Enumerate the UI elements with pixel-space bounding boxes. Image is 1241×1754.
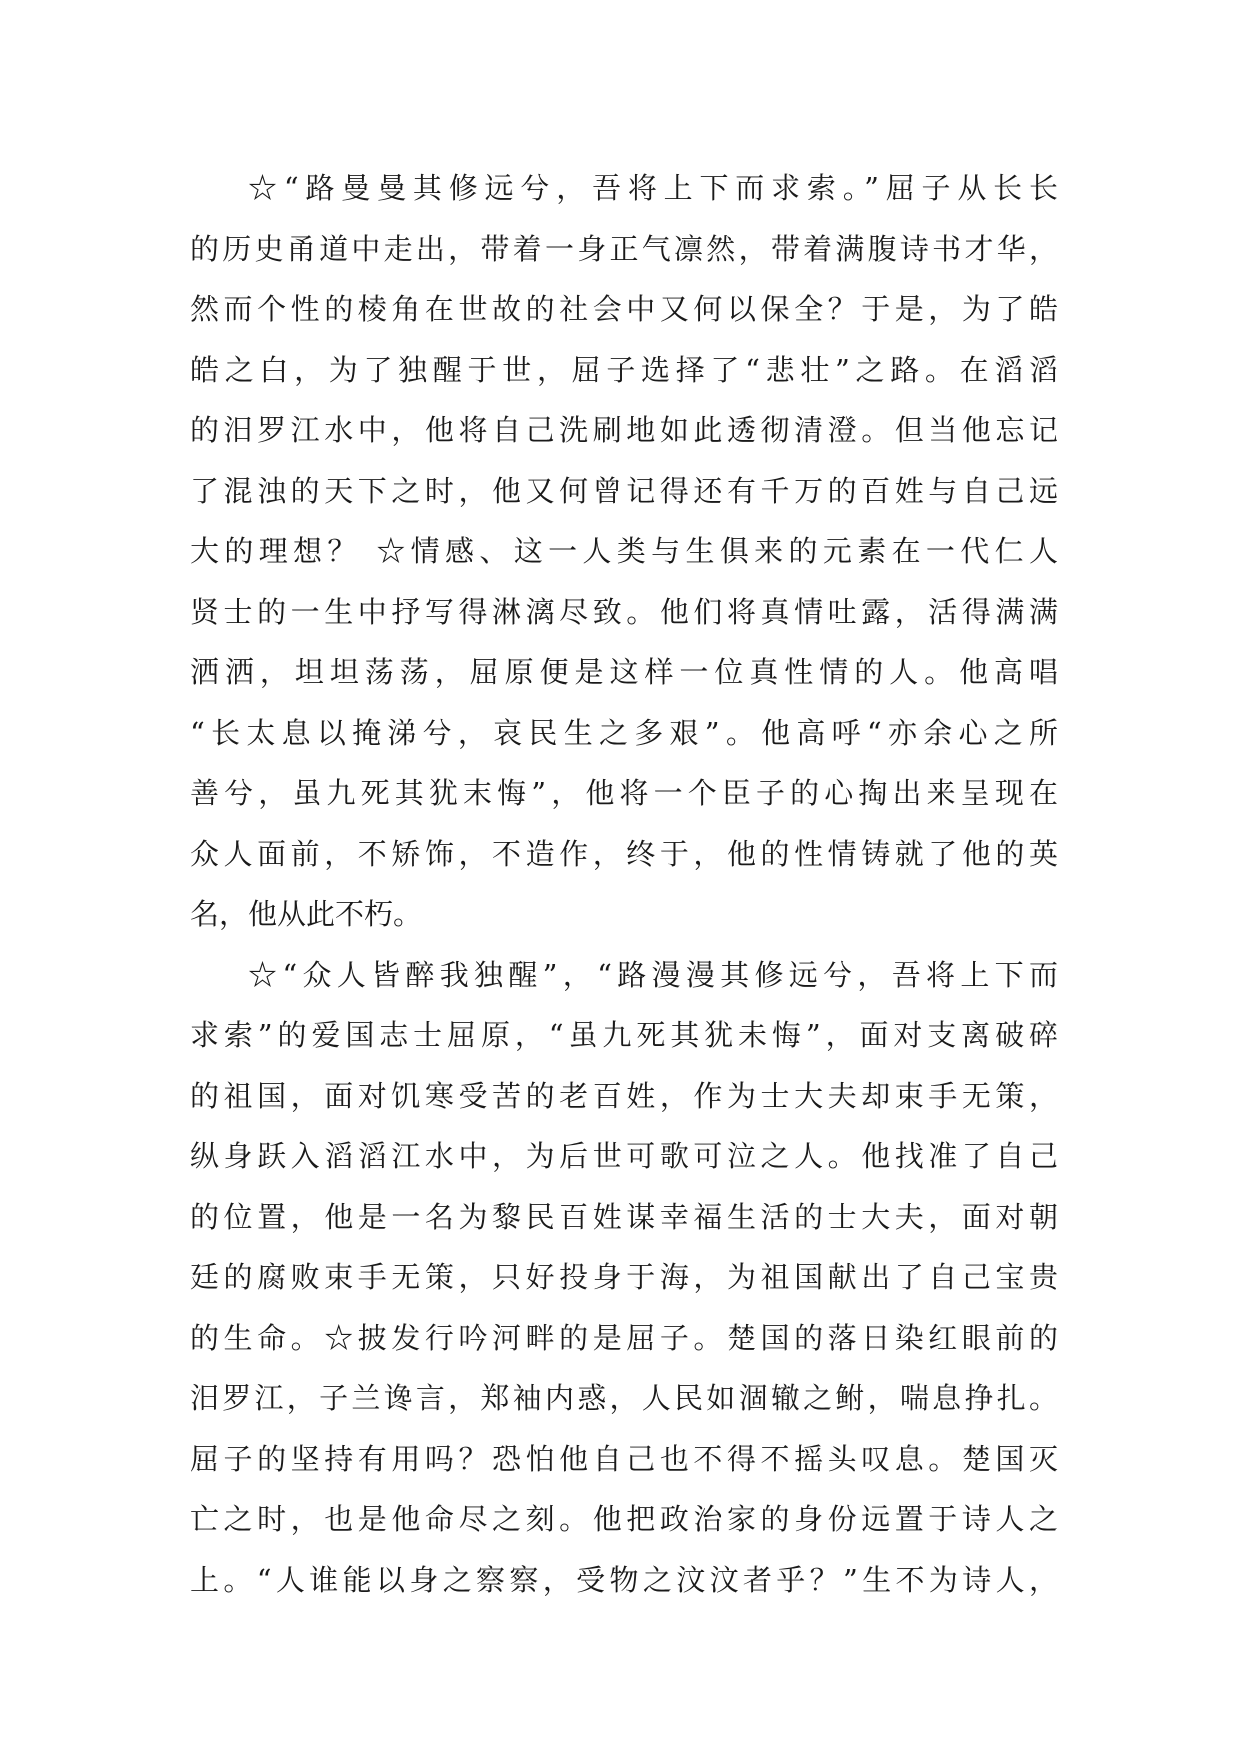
text-line: 洒洒，坦坦荡荡，屈原便是这样一位真性情的人。他高唱 bbox=[190, 655, 1058, 689]
document-body bbox=[190, 158, 1058, 1610]
text-line: 善兮，虽九死其犹末悔”，他将一个臣子的心掏出来呈现在 bbox=[190, 776, 1058, 810]
text-line: 众人面前，不矫饰，不造作，终于，他的性情铸就了他的英 bbox=[190, 836, 1058, 871]
text-line: ☆“众人皆醉我独醒”，“路漫漫其修远兮，吾将上下而 bbox=[248, 957, 1058, 992]
text-line: 然而个性的棱角在世故的社会中又何以保全？于是，为了皓 bbox=[190, 292, 1058, 326]
text-line: 名，他从此不朽。 bbox=[190, 897, 423, 931]
text-line: 的祖国，面对饥寒受苦的老百姓，作为士大夫却束手无策， bbox=[190, 1078, 1058, 1113]
text-line: 廷的腐败束手无策，只好投身于海，为祖国献出了自己宝贵 bbox=[190, 1260, 1058, 1294]
text-line: 屈子的坚持有用吗？恐怕他自己也不得不摇头叹息。楚国灭 bbox=[190, 1441, 1058, 1476]
text-line: 的汨罗江水中，他将自己洗刷地如此透彻清澄。但当他忘记 bbox=[190, 413, 1058, 447]
text-line: 纵身跃入滔滔江水中，为后世可歌可泣之人。他找准了自己 bbox=[190, 1139, 1058, 1173]
text-line: 贤士的一生中抒写得淋漓尽致。他们将真情吐露，活得满满 bbox=[190, 594, 1058, 629]
text-line: 的生命。☆披发行吟河畔的是屈子。楚国的落日染红眼前的 bbox=[190, 1320, 1058, 1355]
text-line: “长太息以掩涕兮，哀民生之多艰”。他高呼“亦余心之所 bbox=[190, 715, 1058, 750]
text-line: 汨罗江，子兰谗言，郑袖内惑，人民如涸辙之鲋，喘息挣扎。 bbox=[190, 1381, 1058, 1415]
text-line: 皓之白，为了独醒于世，屈子选择了“悲壮”之路。在滔滔 bbox=[190, 352, 1058, 387]
text-line: 的位置，他是一名为黎民百姓谋幸福生活的士大夫，面对朝 bbox=[190, 1199, 1058, 1234]
paragraph-1 bbox=[190, 158, 1058, 945]
text-line: 大的理想？ ☆情感、这一人类与生俱来的元素在一代仁人 bbox=[190, 534, 1058, 568]
text-line: 的历史甬道中走出，带着一身正气凛然，带着满腹诗书才华， bbox=[190, 231, 1058, 266]
text-line: 了混浊的天下之时，他又何曾记得还有千万的百姓与自己远 bbox=[190, 473, 1058, 508]
text-line: 上。“人谁能以身之察察，受物之汶汶者乎？”生不为诗人， bbox=[190, 1562, 1058, 1597]
text-line: 求索”的爱国志士屈原，“虽九死其犹未悔”，面对支离破碎 bbox=[190, 1018, 1058, 1052]
paragraph-2 bbox=[190, 945, 1058, 1611]
text-line: ☆“路曼曼其修远兮，吾将上下而求索。”屈子从长长 bbox=[248, 171, 1058, 205]
text-line: 亡之时，也是他命尽之刻。他把政治家的身份远置于诗人之 bbox=[190, 1502, 1058, 1536]
